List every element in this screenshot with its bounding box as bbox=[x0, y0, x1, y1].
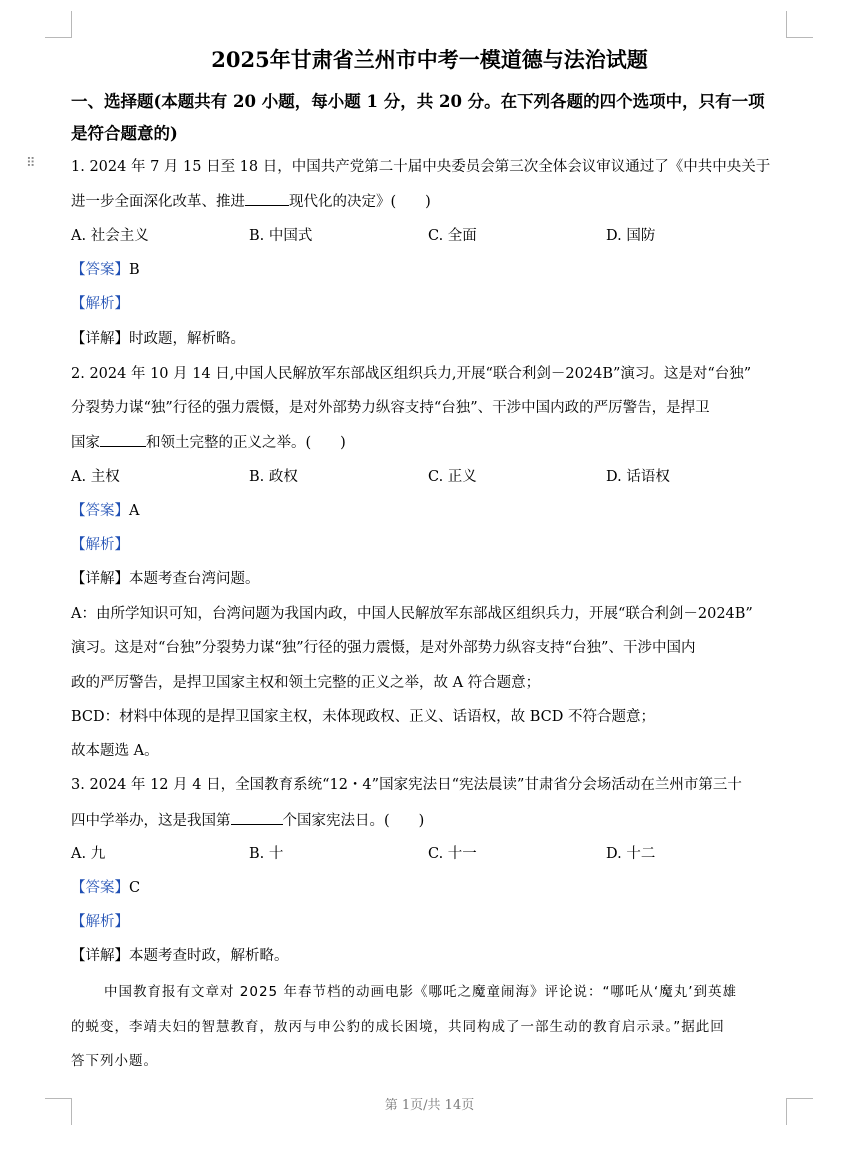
q1-detail-label: 【详解】 bbox=[71, 331, 129, 347]
q1-stem-line1: 1. 2024 年 7 月 15 日至 18 日，中国共产党第二十届中央委员会第三次全体会议审议通过了《中共中央关于 bbox=[71, 159, 771, 175]
q2-detail bbox=[71, 569, 791, 589]
q3-detail-text: 本题考查时政，解析略。 bbox=[129, 948, 289, 964]
q2-analysis-label: 【解析】 bbox=[71, 537, 129, 553]
q2-answer bbox=[71, 501, 791, 521]
page-footer: 第 1页/共 14页 bbox=[384, 1098, 475, 1113]
q2-option-c: C. 正义 bbox=[428, 469, 477, 485]
q3-stem-line1: 3. 2024 年 12 月 4 日，全国教育系统“12・4”国家宪法日“宪法晨读”甘肃省分会场活动在兰州市第三十 bbox=[71, 777, 742, 793]
q2-answer-value: A bbox=[129, 503, 140, 519]
q1-stem-after-blank: 现代化的决定》( ) bbox=[289, 194, 431, 210]
q1-answer bbox=[71, 260, 791, 280]
q1-answer-label: 【答案】 bbox=[71, 262, 129, 278]
q2-stem-before-blank: 国家 bbox=[71, 435, 100, 451]
q2-stem-line2: 分裂势力谋“独”行径的强力震慑，是对外部势力纵容支持“台独”、干涉中国内政的严厉警告，是捍卫 bbox=[71, 400, 710, 416]
section-heading-line1: 一、选择题(本题共有 20 小题，每小题 1 分，共 20 分。在下列各题的四个选项中，只有一项 bbox=[71, 92, 765, 111]
q1-answer-value: B bbox=[129, 262, 140, 278]
q2-explain-line4: BCD：材料中体现的是捍卫国家主权，未体现政权、正义、话语权，故 BCD 不符合题意； bbox=[71, 709, 656, 725]
q3-stem-line2 bbox=[71, 810, 791, 831]
q3-stem-after-blank: 个国家宪法日。( ) bbox=[282, 813, 425, 829]
passage-line1: 中国教育报有文章对 2025 年春节档的动画电影《哪吒之魔童闹海》评论说：“哪吒从‘魔丸’到英雄 bbox=[104, 984, 738, 1000]
q1-option-b: B. 中国式 bbox=[249, 228, 313, 244]
q2-stem-after-blank: 和领土完整的正义之举。( ) bbox=[146, 435, 346, 451]
q1-option-a: A. 社会主义 bbox=[71, 228, 149, 244]
q1-detail bbox=[71, 329, 791, 349]
q2-stem-line1: 2. 2024 年 10 月 14 日,中国人民解放军东部战区组织兵力,开展“联合利剑－2024B”演习。这是对“台独” bbox=[71, 366, 752, 382]
q3-option-b: B. 十 bbox=[249, 846, 284, 862]
q1-analysis bbox=[71, 294, 791, 314]
q2-stem-line3 bbox=[71, 432, 791, 453]
q2-analysis bbox=[71, 535, 791, 555]
q3-analysis-label: 【解析】 bbox=[71, 914, 129, 930]
q3-analysis bbox=[71, 912, 791, 932]
q2-option-a: A. 主权 bbox=[71, 469, 120, 485]
q2-option-b: B. 政权 bbox=[249, 469, 298, 485]
q1-detail-text: 时政题，解析略。 bbox=[129, 331, 245, 347]
q2-detail-text: 本题考查台湾问题。 bbox=[129, 571, 260, 587]
q2-explain-line3: 政的严厉警告，是捍卫国家主权和领土完整的正义之举，故 A 符合题意； bbox=[71, 675, 541, 691]
crop-mark-top-right bbox=[786, 11, 813, 38]
crop-mark-top-left bbox=[45, 11, 72, 38]
q3-answer-label: 【答案】 bbox=[71, 880, 129, 896]
q1-answer-blank bbox=[245, 191, 289, 206]
q1-option-c: C. 全面 bbox=[428, 228, 477, 244]
q3-option-d: D. 十二 bbox=[606, 846, 656, 862]
q3-answer-blank bbox=[231, 810, 283, 825]
q3-stem-before-blank: 四中学举办，这是我国第 bbox=[71, 813, 231, 829]
q1-stem-line2 bbox=[71, 191, 791, 212]
section-heading bbox=[71, 86, 791, 150]
drag-handle-icon[interactable]: ⠿ bbox=[26, 156, 35, 171]
passage-line2: 的蜕变，李靖夫妇的智慧教育，敖丙与申公豹的成长困境，共同构成了一部生动的教育启示录。”据此回 bbox=[71, 1019, 725, 1035]
page-title: 2025年甘肃省兰州市中考一模道德与法治试题 bbox=[211, 47, 648, 72]
passage-line3: 答下列小题。 bbox=[71, 1053, 158, 1069]
q2-answer-blank bbox=[100, 432, 146, 447]
q3-answer bbox=[71, 878, 791, 898]
q1-analysis-label: 【解析】 bbox=[71, 296, 129, 312]
q1-option-d: D. 国防 bbox=[606, 228, 656, 244]
q2-explain-line2: 演习。这是对“台独”分裂势力谋“独”行径的强力震慑，是对外部势力纵容支持“台独”、干涉中国内 bbox=[71, 640, 696, 656]
q2-explain-line1: A：由所学知识可知，台湾问题为我国内政，中国人民解放军东部战区组织兵力，开展“联合利剑－2024B” bbox=[71, 606, 753, 622]
q3-option-c: C. 十一 bbox=[428, 846, 477, 862]
q2-conclusion: 故本题选 A。 bbox=[71, 743, 159, 759]
q3-detail-label: 【详解】 bbox=[71, 948, 129, 964]
q3-answer-value: C bbox=[129, 880, 141, 896]
q1-stem-before-blank: 进一步全面深化改革、推进 bbox=[71, 194, 245, 210]
q3-detail bbox=[71, 946, 791, 966]
q2-detail-label: 【详解】 bbox=[71, 571, 129, 587]
q2-answer-label: 【答案】 bbox=[71, 503, 129, 519]
q2-option-d: D. 话语权 bbox=[606, 469, 670, 485]
q3-option-a: A. 九 bbox=[71, 846, 106, 862]
section-heading-line2: 是符合题意的) bbox=[71, 124, 178, 143]
